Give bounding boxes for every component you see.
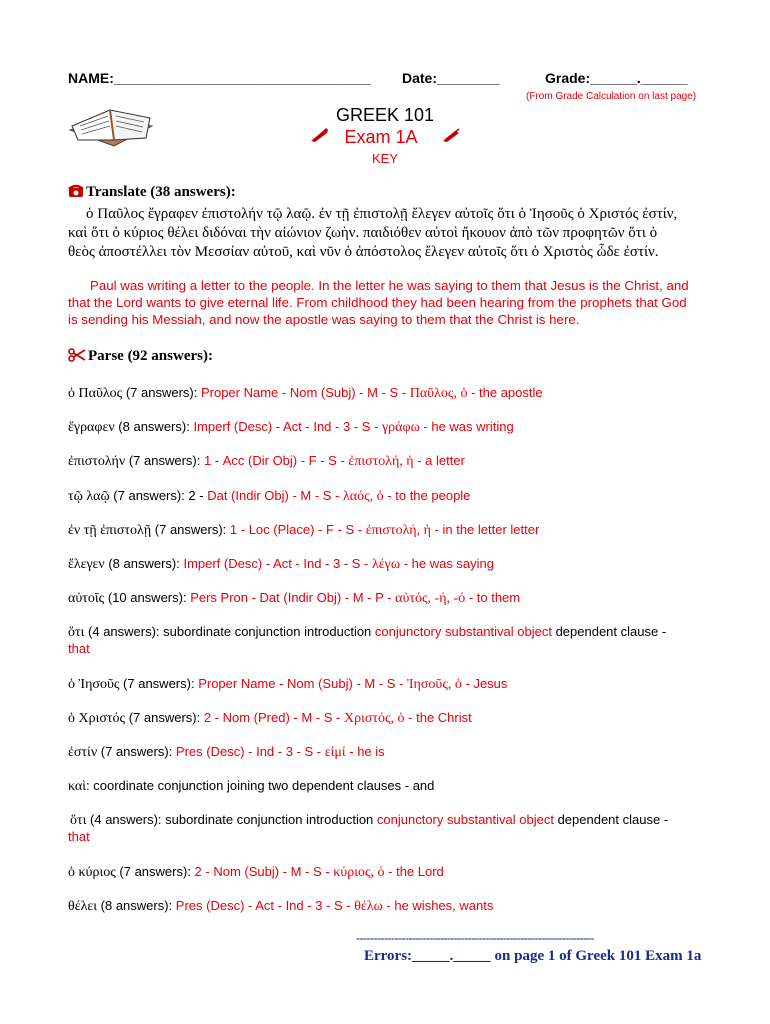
telephone-icon (68, 184, 86, 203)
parse-count: (7 answers): (122, 385, 201, 400)
parse-lexical: Χριστός, ὁ (343, 711, 405, 726)
parse-greek: ἔγραφεν (68, 420, 115, 435)
grade-blank: ______.______ (590, 70, 688, 86)
parse-greek: καὶ (68, 779, 87, 794)
parse-lexical: αὐτός, -ή, -ό (395, 591, 466, 606)
errors-footer[interactable] (364, 948, 701, 965)
parse-lexical: γράφω (381, 420, 420, 435)
parse-description-end: dependent clause - (551, 624, 667, 639)
parse-greek: ὁ Ἰησοῦς (68, 677, 120, 692)
errors-label: Errors: (364, 948, 413, 964)
parse-item-kai (68, 777, 710, 795)
parse-gloss: - the Lord (384, 864, 444, 879)
parse-count: (7 answers): (97, 744, 176, 759)
greek-line-3: θεὸς ἀποστέλλει τὸν Μεσσίαν αὐτοῦ, καὶ νῦν ὁ ἀπόστολος ἔλεγεν αὐτοῖς ὅτι ὁ Χριστὸς ὧδε ἐστίν. (68, 244, 659, 260)
parse-heading: Parse (92 answers): (88, 348, 213, 364)
parse-gloss: - to them (465, 590, 521, 605)
writing-hand-icon-right (440, 127, 462, 148)
parse-item (68, 555, 710, 573)
greek-line-2: καὶ ὅτι ὁ κύριος θέλει διδόναι τὴν αἰώνιον ζωὴν. παιδιόθεν αὐτοὶ ἤκουον ἀπὸ τῶν προφητῶν ὅτι ὁ (68, 225, 658, 241)
parse-description: (4 answers): subordinate conjunction introduction (86, 812, 377, 827)
grade-field[interactable] (545, 70, 687, 86)
parse-greek: θέλει (68, 899, 98, 914)
exam-title: Exam 1A (344, 127, 418, 147)
parse-lexical: λέγω (372, 557, 401, 572)
parse-answer: Proper Name - Nom (Subj) - M - S - (198, 676, 407, 691)
parse-gloss: - to the people (383, 488, 471, 503)
course-title: GREEK 101 (335, 105, 435, 125)
name-label: NAME: (68, 70, 114, 86)
footer-dashes: -------------------------------------------------------------------- (356, 931, 594, 945)
parse-lexical: Παῦλος, ὁ (409, 386, 468, 401)
parse-count: (7 answers): 2 - (109, 488, 208, 503)
parse-item (68, 897, 710, 915)
key-label: KEY (371, 151, 398, 166)
parse-gloss: - he wishes, wants (382, 898, 494, 913)
parse-answer: Pres (Desc) - Act - Ind - 3 - S - (175, 898, 355, 913)
exam-title-row (0, 127, 770, 148)
name-blank: _________________________________ (113, 70, 371, 86)
parse-count: (7 answers): (125, 453, 204, 468)
parse-item (68, 743, 710, 761)
parse-gloss: - the Christ (404, 710, 472, 725)
parse-count: (7 answers): (151, 522, 230, 537)
parse-description-end: dependent clause - (553, 812, 669, 827)
parse-gloss: - he is (345, 744, 385, 759)
errors-blank: _____._____ (412, 948, 491, 964)
parse-greek: ὅτι (70, 813, 87, 828)
parse-item-hoti (70, 811, 710, 829)
parse-answer: conjunctory substantival object (376, 812, 554, 827)
english-line-1: Paul was writing a letter to the people. In the letter he was saying to them that Jesus is the Christ, and (90, 278, 689, 293)
parse-lexical: λαός, ὁ (343, 489, 384, 504)
parse-answer: Imperf (Desc) - Act - Ind - 3 - S - (193, 419, 382, 434)
parse-lexical: Ἰησοῦς, ὁ (406, 677, 462, 692)
parse-greek: ἔλεγεν (68, 557, 105, 572)
translate-heading: Translate (38 answers): (86, 184, 236, 200)
parse-gloss: - a letter (413, 453, 465, 468)
parse-count: (7 answers): (115, 864, 195, 879)
scissors-icon (68, 348, 88, 367)
parse-item (68, 418, 710, 436)
errors-text: on page 1 of Greek 101 Exam 1a (490, 948, 702, 964)
parse-greek: ὅτι (68, 625, 85, 640)
parse-gloss: that (68, 641, 90, 656)
parse-count: (8 answers): (114, 419, 194, 434)
parse-answer: Imperf (Desc) - Act - Ind - 3 - S - (183, 556, 372, 571)
parse-item (68, 452, 710, 470)
parse-count: (10 answers): (104, 590, 191, 605)
parse-count: (8 answers): (97, 898, 176, 913)
parse-greek: ὁ Χριστός (68, 711, 126, 726)
parse-item (68, 487, 710, 505)
parse-heading-row (68, 348, 213, 367)
parse-lexical: θέλω (354, 899, 383, 914)
parse-count: (8 answers): (104, 556, 184, 571)
parse-lexical: εἰμί (324, 745, 346, 760)
parse-answer: 1 - Loc (Place) - F - S - (229, 522, 366, 537)
parse-answer: Pers Pron - Dat (Indir Obj) - M - P - (190, 590, 396, 605)
grade-note: (From Grade Calculation on last page) (526, 91, 697, 102)
english-line-2: that the Lord wants to give eternal life. From childhood they had been hearing from the prophets that God (68, 295, 687, 310)
parse-answer: Pres (Desc) - Ind - 3 - S - (175, 744, 325, 759)
parse-lexical: ἐπιστολή, ἡ (348, 454, 414, 469)
parse-lexical: ἐπιστολή, ἡ (365, 523, 431, 538)
parse-description: (4 answers): subordinate conjunction introduction (84, 624, 375, 639)
parse-lexical: κύριος, ὁ (333, 865, 385, 880)
parse-answer: Dat (Indir Obj) - M - S - (207, 488, 344, 503)
parse-greek: ὁ Παῦλος (68, 386, 123, 401)
parse-greek: ὁ κύριος (68, 865, 116, 880)
english-line-3: is sending his Messiah, and now the apostle was saying to them that the Christ is here. (68, 312, 580, 327)
date-field[interactable] (402, 70, 499, 86)
parse-count: (7 answers): (125, 710, 204, 725)
parse-gloss: - Jesus (461, 676, 508, 691)
parse-answer: Proper Name - Nom (Subj) - M - S - (200, 385, 410, 400)
writing-hand-icon (308, 127, 330, 148)
parse-greek: ἐστίν (68, 745, 98, 760)
parse-greek: αὐτοῖς (68, 591, 105, 606)
parse-answer: 2 - Nom (Pred) - M - S - (203, 710, 344, 725)
parse-answer: conjunctory substantival object (374, 624, 552, 639)
grade-label: Grade: (545, 70, 591, 86)
parse-item-hoti (68, 623, 710, 641)
parse-gloss: that (68, 829, 90, 844)
parse-gloss: - the apostle (467, 385, 543, 400)
date-label: Date: (402, 70, 438, 86)
parse-item (68, 589, 710, 607)
name-field[interactable] (68, 70, 371, 86)
date-blank: ________ (437, 70, 500, 86)
parse-greek: τῷ λαῷ (68, 489, 110, 504)
parse-answer: 1 - Acc (Dir Obj) - F - S - (203, 453, 349, 468)
parse-greek: ἐν τῇ ἐπιστολῇ (68, 523, 152, 538)
greek-line-1: ὁ Παῦλος ἔγραφεν ἐπιστολήν τῷ λαῷ. ἐν τῇ ἐπιστολῇ ἔλεγεν αὐτοῖς ὅτι ὁ Ἰησοῦς ὁ Χριστός ἐστίν, (86, 206, 678, 222)
parse-item (68, 675, 710, 693)
translate-heading-row (68, 184, 236, 203)
parse-gloss: - in the letter letter (430, 522, 540, 537)
parse-item (68, 709, 710, 727)
parse-answer: 2 - Nom (Subj) - M - S - (194, 864, 334, 879)
parse-gloss: - he was writing (419, 419, 514, 434)
parse-item (68, 863, 710, 881)
parse-item (68, 384, 710, 402)
parse-description: : coordinate conjunction joining two dependent clauses - and (86, 778, 435, 793)
parse-gloss: - he was saying (400, 556, 495, 571)
parse-greek: ἐπιστολήν (68, 454, 126, 469)
parse-item (68, 521, 710, 539)
parse-count: (7 answers): (119, 676, 199, 691)
